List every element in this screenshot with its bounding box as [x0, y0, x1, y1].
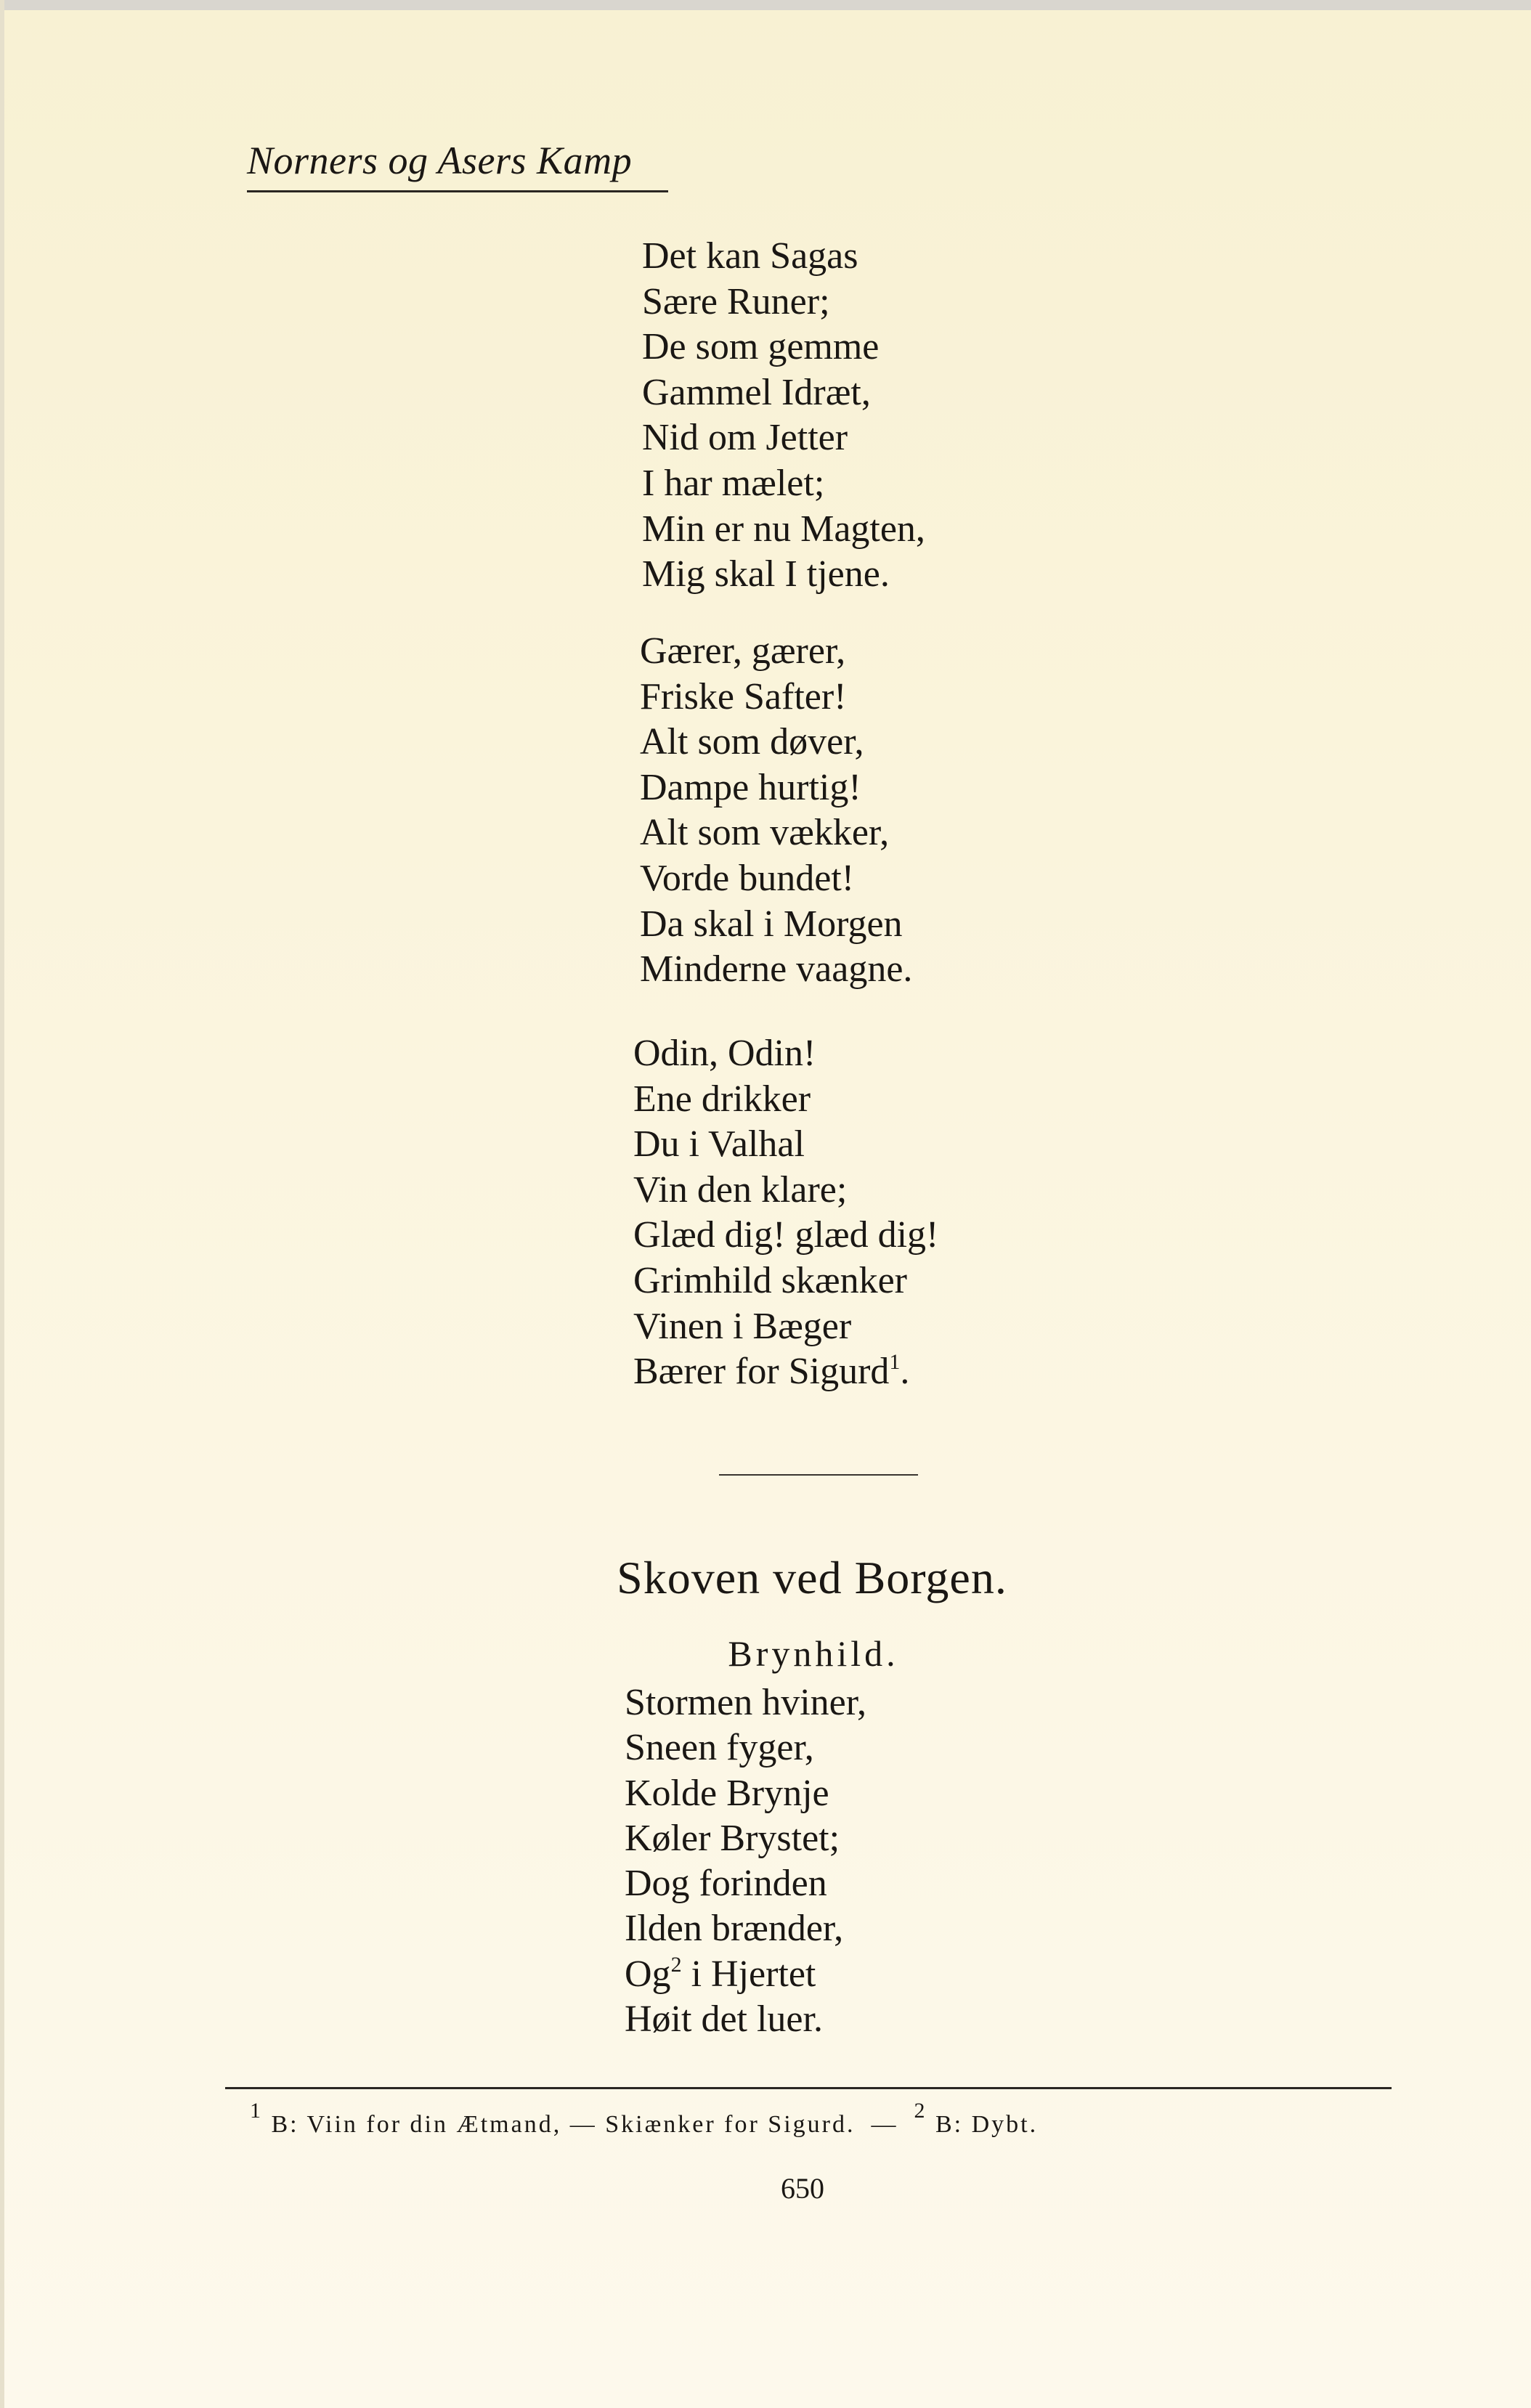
verse-line: Mig skal I tjene.	[642, 553, 890, 595]
left-edge-shadow	[0, 0, 4, 2408]
verse-line: Kolde Brynje	[625, 1772, 829, 1814]
verse-line: Køler Brystet;	[625, 1817, 840, 1859]
verse-line: Grimhild skænker	[633, 1259, 907, 1301]
footnote-1	[250, 2099, 856, 2138]
section-divider	[719, 1474, 918, 1476]
running-head-rule	[247, 190, 668, 192]
verse-line: Friske Safter!	[640, 675, 847, 717]
verse-line: I har mælet;	[642, 462, 825, 504]
verse-line: Da skal i Morgen	[640, 903, 903, 945]
verse-line: Dampe hurtig!	[640, 766, 861, 808]
footnote-marker: 2	[670, 1952, 682, 1977]
verse-line: Du i Valhal	[633, 1123, 805, 1166]
verse-line: Sære Runer;	[642, 280, 830, 322]
verse-line: Vin den klare;	[633, 1168, 848, 1211]
verse-line: Alt som døver,	[640, 721, 864, 763]
verse-line: Min er nu Magten,	[642, 508, 925, 550]
verse-line: Sneen fyger,	[625, 1727, 814, 1769]
verse-line-text: i Hjertet	[681, 1953, 816, 1995]
stanza-4	[625, 1680, 866, 2042]
top-edge-shadow	[0, 0, 1531, 10]
footnotes	[250, 2099, 1039, 2139]
footnote-text: B: Dybt.	[935, 2111, 1039, 2138]
verse-line-text: Og	[625, 1953, 671, 1995]
stanza-1	[642, 234, 925, 598]
verse-line: Odin, Odin!	[633, 1033, 816, 1074]
footnote-marker: 1	[889, 1350, 901, 1375]
footnote-mark: 2	[914, 2099, 927, 2123]
footnote-separator: —	[871, 2111, 898, 2138]
verse-line: Gammel Idræt,	[642, 371, 871, 413]
footnote-mark: 1	[250, 2099, 263, 2123]
verse-line: Høit det luer.	[625, 1998, 823, 2041]
verse-line-punct: .	[900, 1351, 910, 1393]
verse-line-text: Bærer for Sigurd	[633, 1351, 890, 1393]
stanza-3	[633, 1031, 938, 1395]
footnote-2	[914, 2099, 1039, 2138]
verse-line: Dog forinden	[625, 1863, 827, 1905]
verse-line: Minderne vaagne.	[640, 948, 913, 991]
verse-line: Ilden brænder,	[625, 1908, 844, 1950]
scene-title: Skoven ved Borgen.	[617, 1552, 1007, 1603]
verse-line: Nid om Jetter	[642, 417, 848, 459]
footnote-text: B: Viin for din Ætmand, — Skiænker for Sigurd.	[271, 2111, 856, 2138]
stanza-2	[640, 629, 912, 993]
footnote-rule	[225, 2087, 1392, 2089]
verse-line	[625, 1952, 866, 1997]
verse-line: Ene drikker	[633, 1078, 811, 1120]
speaker-name: Brynhild.	[728, 1633, 899, 1674]
verse-line: Glæd dig! glæd dig!	[633, 1214, 939, 1256]
verse-line: Stormen hviner,	[625, 1682, 866, 1723]
verse-line: Alt som vækker,	[640, 812, 890, 854]
verse-line	[633, 1349, 938, 1395]
verse-line: Vinen i Bæger	[633, 1305, 852, 1347]
verse-line: Det kan Sagas	[642, 235, 858, 277]
verse-line: Gærer, gærer,	[640, 630, 846, 672]
verse-line: De som gemme	[642, 326, 880, 368]
verse-line: Vorde bundet!	[640, 857, 855, 899]
running-head: Norners og Asers Kamp	[247, 139, 633, 182]
page-number: 650	[781, 2172, 824, 2205]
